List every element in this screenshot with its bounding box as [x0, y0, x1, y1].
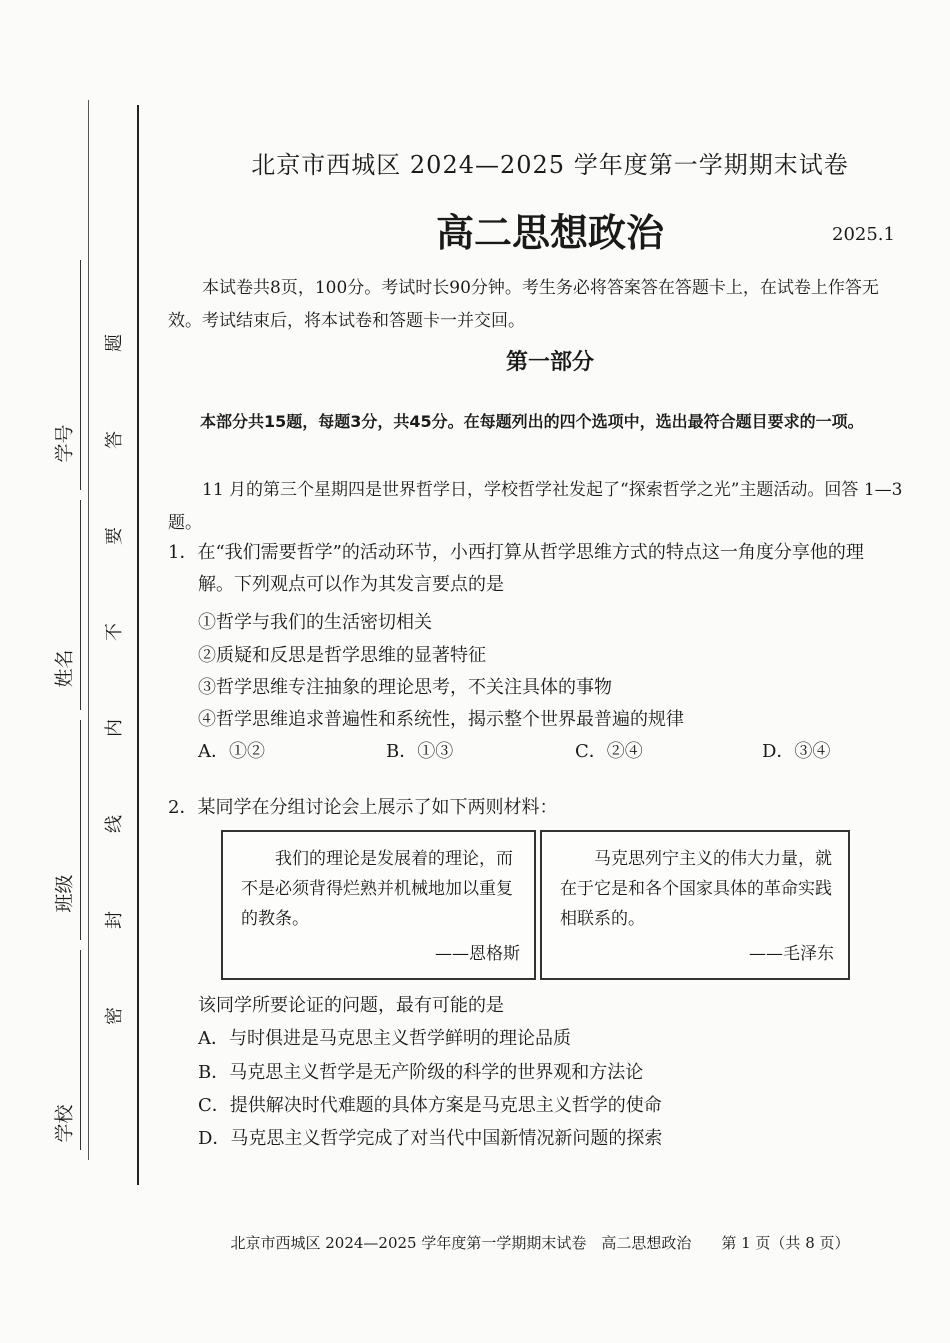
q1-item: ②质疑和反思是哲学思维的显著特征	[198, 645, 486, 666]
seal-char: 不	[104, 623, 125, 641]
q1-option-d[interactable]: D．③④	[762, 741, 831, 762]
q2-question: 该同学所要论证的问题，最有可能的是	[198, 995, 504, 1016]
binding-line-inner	[137, 105, 139, 1185]
exam-intro: 本试卷共8页，100分。考试时长90分钟。考生务必将答案答在答题卡上，在试卷上作答无效。考试结束后，将本试卷和答题卡一并交回。	[168, 278, 879, 331]
page-footer: 北京市西城区 2024—2025 学年度第一学期期末试卷 高二思想政治 第 1 页（共 8 页）	[230, 1234, 850, 1252]
field-line-school[interactable]	[80, 950, 81, 1150]
field-line-student-id[interactable]	[80, 260, 81, 490]
exam-title: 北京市西城区 2024—2025 学年度第一学期期末试卷	[251, 151, 849, 179]
field-line-class[interactable]	[80, 720, 81, 940]
seal-char: 题	[104, 334, 125, 352]
exam-date: 2025.1	[832, 224, 895, 245]
field-label-school: 学校	[53, 1104, 76, 1143]
seal-char: 线	[104, 815, 125, 833]
field-line-name[interactable]	[80, 500, 81, 710]
q1-option-b[interactable]: B．①③	[386, 741, 454, 762]
q1-stem-line1: 1．在“我们需要哲学”的活动环节，小西打算从哲学思维方式的特点这一角度分享他的理	[168, 542, 864, 563]
field-label-name: 姓名	[53, 649, 76, 688]
seal-char: 内	[104, 719, 125, 737]
quote-box-engels	[221, 830, 536, 980]
quote-author-engels: ——恩格斯	[435, 944, 520, 964]
subject-title: 高二思想政治	[435, 211, 664, 255]
field-label-student-id: 学号	[53, 424, 76, 463]
q1-item: ④哲学思维追求普遍性和系统性，揭示整个世界最普遍的规律	[198, 709, 684, 730]
seal-char: 密	[104, 1007, 125, 1025]
q2-option-a[interactable]: A．与时俱进是马克思主义哲学鲜明的理论品质	[198, 1028, 571, 1049]
field-label-class: 班级	[53, 874, 76, 913]
quote-text-engels: 我们的理论是发展着的理论，而不是必须背得烂熟并机械地加以重复的教条。	[241, 849, 513, 929]
q1-option-a[interactable]: A．①②	[198, 741, 265, 762]
quote-text-mao: 马克思列宁主义的伟大力量，就在于它是和各个国家具体的革命实践相联系的。	[560, 849, 832, 929]
binding-line-outer	[88, 100, 89, 1160]
q1-item: ③哲学思维专注抽象的理论思考，不关注具体的事物	[198, 677, 612, 698]
q2-option-d[interactable]: D．马克思主义哲学完成了对当代中国新情况新问题的探索	[198, 1128, 663, 1149]
section-instructions: 本部分共15题，每题3分，共45分。在每题列出的四个选项中，选出最符合题目要求的一项。	[200, 412, 864, 431]
q2-option-b[interactable]: B．马克思主义哲学是无产阶级的科学的世界观和方法论	[198, 1062, 644, 1083]
seal-char: 要	[104, 527, 125, 545]
question-context: 11 月的第三个星期四是世界哲学日，学校哲学社发起了“探索哲学之光”主题活动。回答 1—3 题。	[168, 480, 903, 533]
seal-char: 答	[104, 431, 125, 449]
quote-author-mao: ——毛泽东	[749, 944, 834, 964]
q1-option-c[interactable]: C．②④	[575, 741, 643, 762]
seal-char: 封	[104, 911, 125, 929]
q1-stem-line2: 解。下列观点可以作为其发言要点的是	[198, 574, 504, 595]
q2-option-c[interactable]: C．提供解决时代难题的具体方案是马克思主义哲学的使命	[198, 1095, 662, 1116]
section-title: 第一部分	[505, 350, 594, 375]
quote-box-mao	[540, 830, 850, 980]
q1-item: ①哲学与我们的生活密切相关	[198, 612, 432, 633]
q2-stem: 2．某同学在分组讨论会上展示了如下两则材料：	[168, 797, 558, 818]
